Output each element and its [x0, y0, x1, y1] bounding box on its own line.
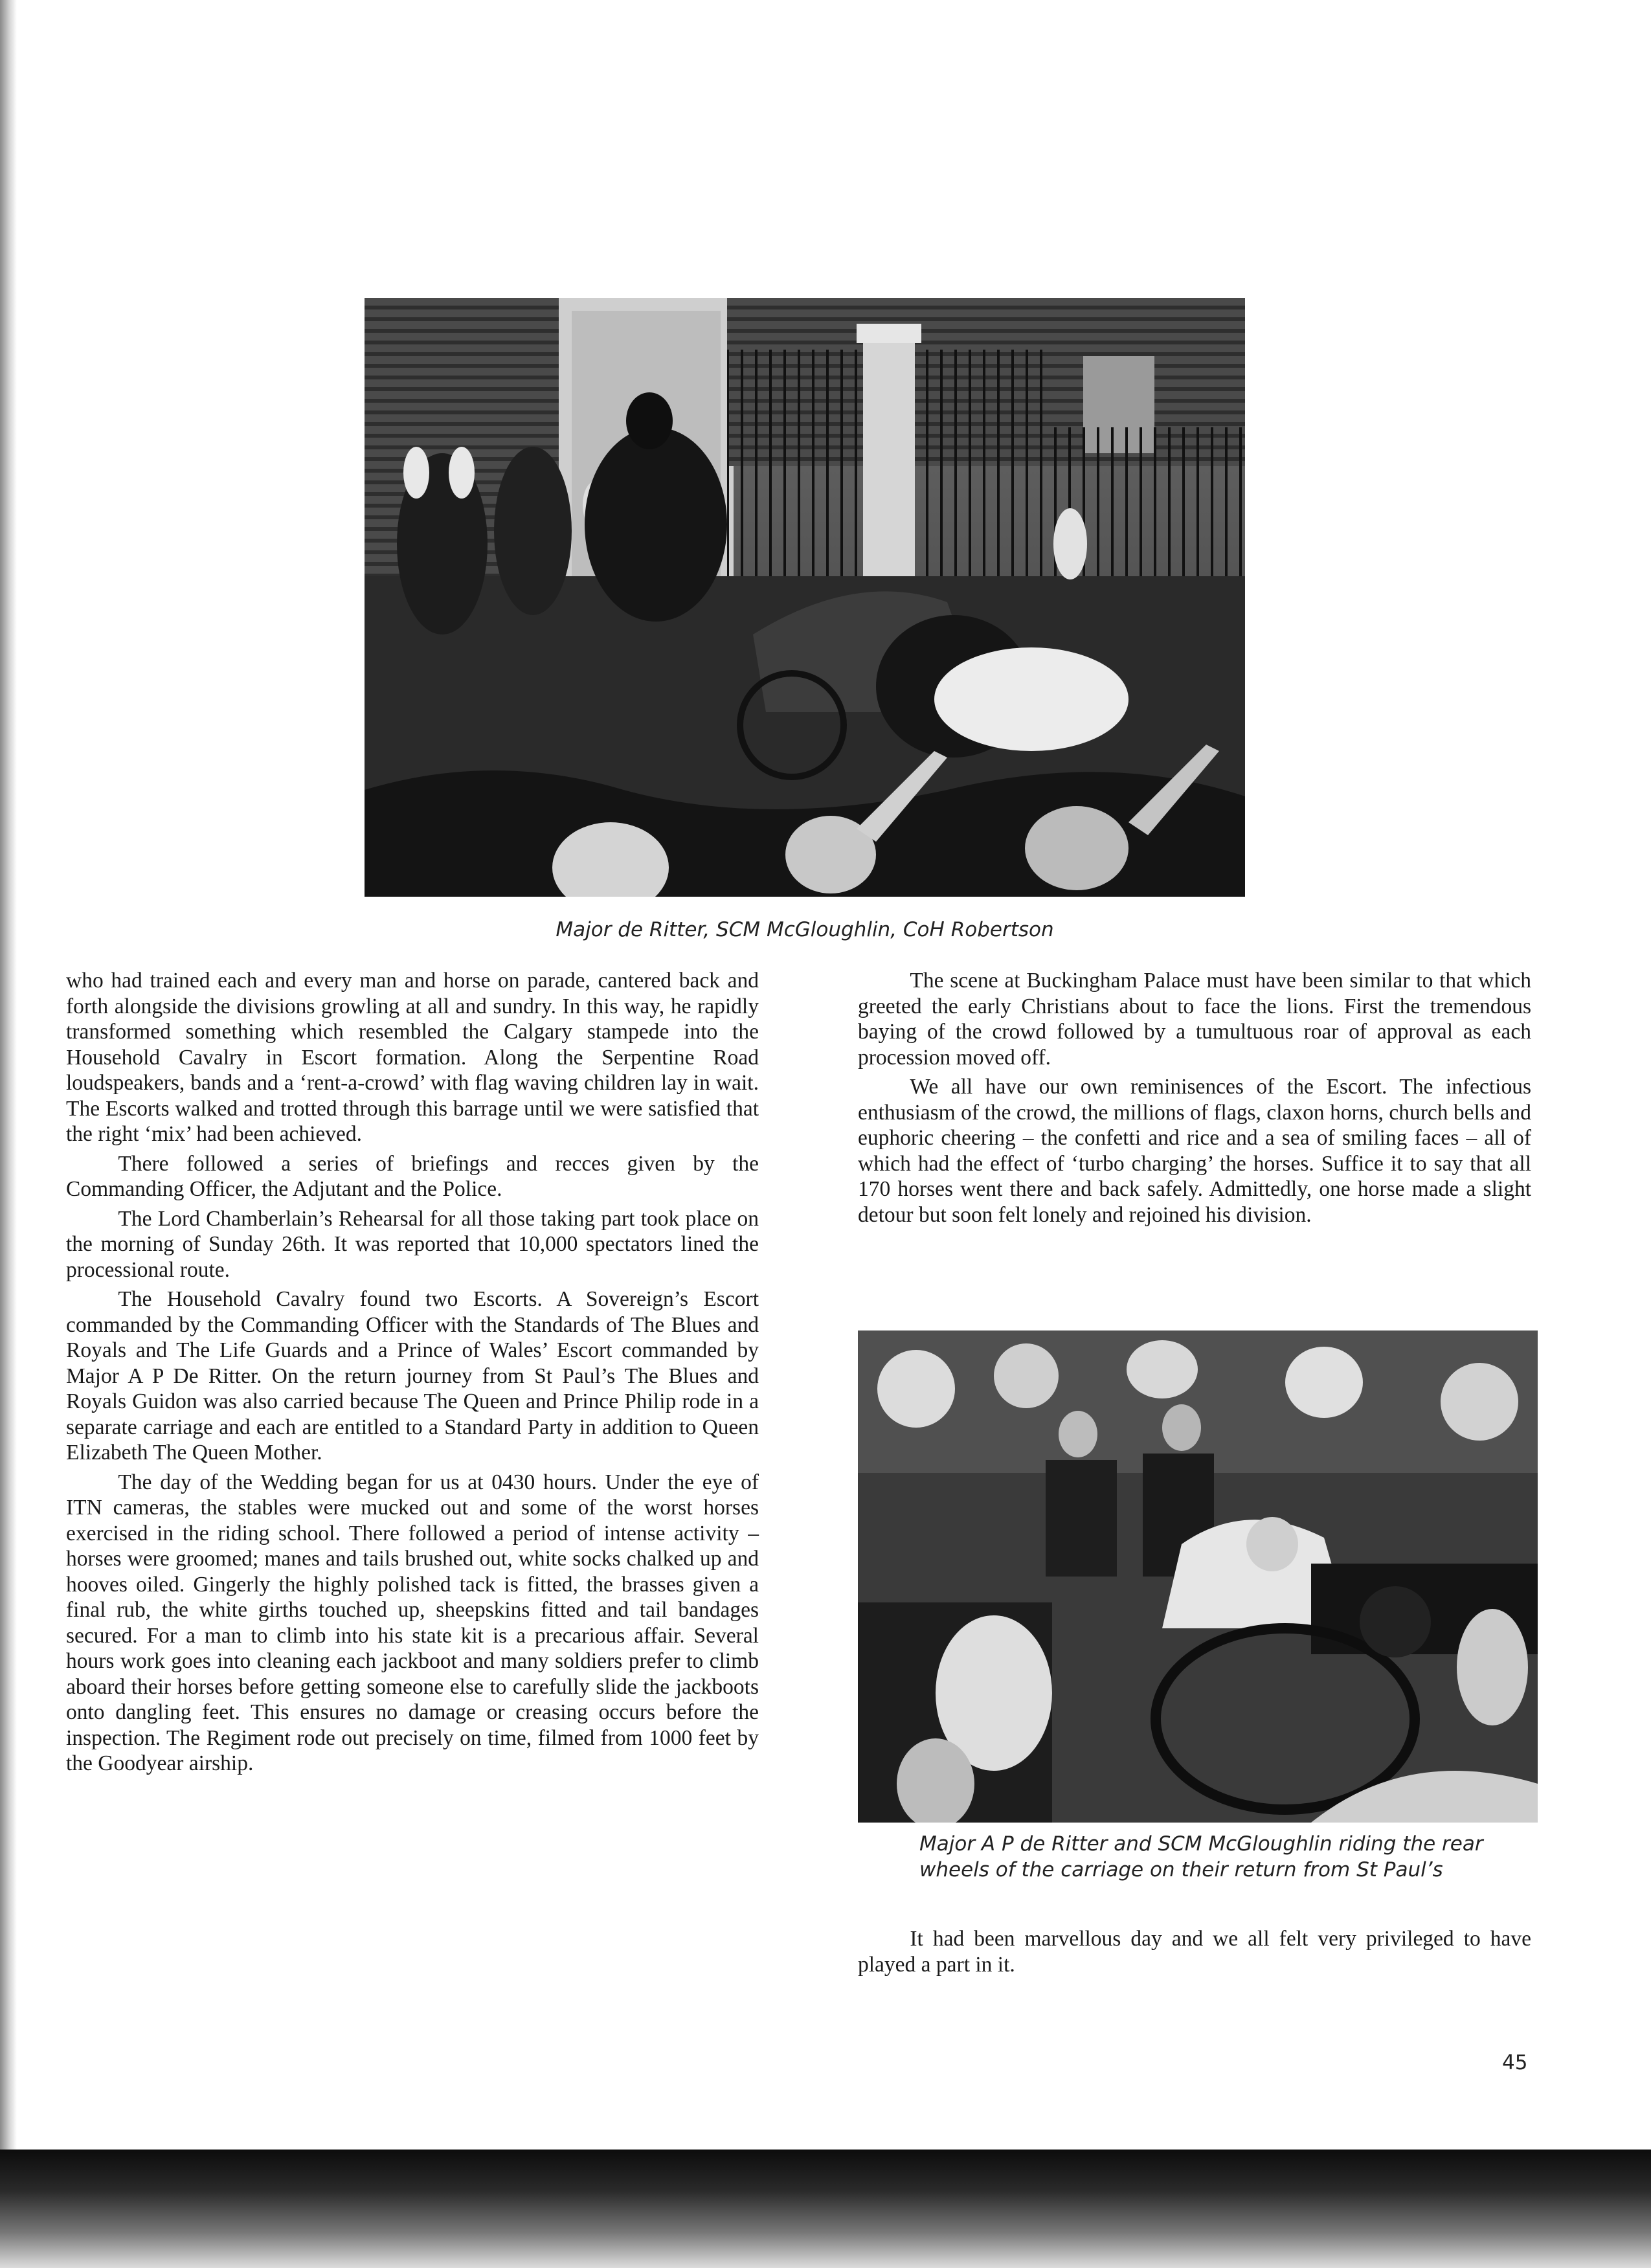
- paragraph: We all have our own reminisences of the Escort. The infectious enthusiasm of the crowd, the millions of flags, claxon horns, church bells and euphoric cheering – the confetti and rice and a sea of smiling faces – all of which had the effect of ‘turbo charging’ the horses. Suffice it to say that all 170 horses went there and back safely. Admittedly, one horse made a slight detour but soon felt lonely and rejoined his division.: [858, 1075, 1531, 1227]
- caption-bottom-photo: Major A P de Ritter and SCM McGloughlin riding the rear wheels of the carriage on their return from St Paul’s: [919, 1832, 1483, 1881]
- paragraph: The Lord Chamberlain’s Rehearsal for all those taking part took place on the morning of Sunday 26th. It was reported that 10,000 spectators lined the processional route.: [66, 1206, 759, 1282]
- photo-palace-carriage-escort: [365, 298, 1245, 897]
- paragraph: The day of the Wedding began for us at 0430 hours. Under the eye of ITN cameras, the stables were mucked out and some of the worst horses exercised in the riding school. There followed a period of intense activity – horses were groomed; manes and tails brushed out, white socks chalked up and hooves oiled. Gingerly the highly polished tack is fitted, the brasses given a final rub, the white girths touched up, sheepskins fitted and tail bandages secured. For a man to climb into his state kit is a precarious affair. Several hours work goes into cleaning each jackboot and many soldiers prefer to climb aboard their horses before getting someone else to carefully slide the jackboots onto dangling feet. This ensures no damage or creasing occurs before the inspection. The Regiment rode out precisely on time, filmed from 1000 feet by the Goodyear airship.: [66, 1470, 759, 1775]
- photo-carriage-return-image: [858, 1330, 1538, 1823]
- page-number: 45: [1502, 2051, 1528, 2074]
- page-bottom-shadow: [0, 2150, 1651, 2268]
- closing-paragraph: [858, 1926, 1531, 1977]
- photo-carriage-return: [858, 1330, 1538, 1823]
- article-right-column: [858, 968, 1531, 1228]
- paragraph: The scene at Buckingham Palace must have been similar to that which greeted the early Christians about to face the lions. First the tremendous baying of the crowd followed by a tumultuous roar of approval as each procession moved off.: [858, 969, 1531, 1070]
- paragraph: It had been marvellous day and we all felt very privileged to have played a part in it.: [858, 1927, 1531, 1977]
- paragraph: The Household Cavalry found two Escorts. A Sovereign’s Escort commanded by the Commanding Officer with the Standards of The Blues and Royals and The Life Guards and a Prince of Wales’ Escort commanded by Major A P De Ritter. On the return journey from St Paul’s The Blues and Royals Guidon was also carried because The Queen and Prince Philip rode in a separate carriage and each are entitled to a Standard Party in addition to Queen Elizabeth The Queen Mother.: [66, 1287, 759, 1465]
- photo-palace-carriage-image: [365, 298, 1245, 897]
- paragraph: There followed a series of briefings and recces given by the Commanding Officer, the Adjutant and the Police.: [66, 1151, 759, 1201]
- paragraph: who had trained each and every man and horse on parade, cantered back and forth alongside the divisions growling at all and sundry. In this way, he rapidly transformed something which resembled the Calgary stampede into the Household Cavalry in Escort formation. Along the Serpentine Road loudspeakers, bands and a ‘rent-a-crowd’ with flag waving children lay in wait. The Escorts walked and trotted through this barrage until we were satisfied that the right ‘mix’ had been achieved.: [66, 969, 759, 1146]
- page-binding-shadow: [0, 0, 17, 2268]
- article-left-column: [66, 968, 759, 1777]
- caption-top-photo: Major de Ritter, SCM McGloughlin, CoH Robertson: [556, 918, 1054, 941]
